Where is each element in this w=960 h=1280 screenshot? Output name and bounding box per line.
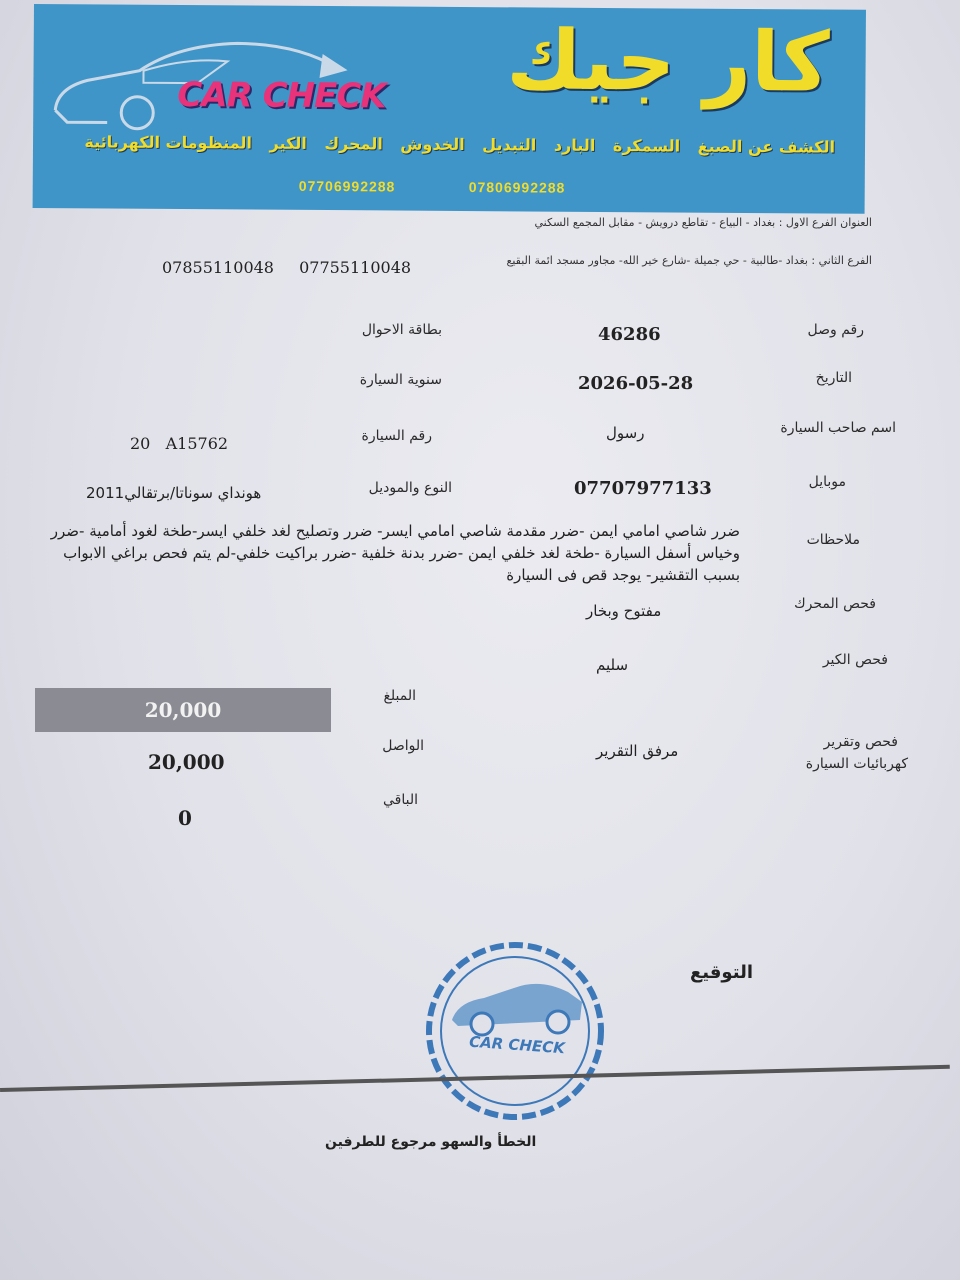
header-banner bbox=[33, 4, 866, 214]
car-check-logo bbox=[47, 30, 386, 142]
logo-text: CAR CHECK bbox=[177, 75, 386, 117]
receipt-value: 46286 bbox=[598, 324, 661, 345]
brand-name-arabic: كار جيك bbox=[506, 13, 830, 111]
amount-value: 20,000 bbox=[144, 698, 222, 722]
service-replacement: التبديل bbox=[482, 135, 537, 155]
paid-label: الواصل bbox=[382, 738, 424, 754]
model-label: النوع والموديل bbox=[368, 480, 452, 496]
service-electrical: المنظومات الكهربائية bbox=[84, 132, 253, 153]
annual-label: سنوية السيارة bbox=[359, 372, 442, 388]
service-scratches: الخدوش bbox=[400, 134, 465, 155]
service-engine: المحرك bbox=[324, 134, 383, 154]
remaining-label: الباقي bbox=[382, 792, 418, 808]
branch-phone-b: 07755110048 bbox=[299, 258, 412, 277]
electric-label-1: فحص وتقرير bbox=[823, 734, 898, 750]
engine-value: مفتوح وبخار bbox=[586, 602, 662, 620]
signature-label: التوقيع bbox=[690, 962, 753, 983]
services-list bbox=[72, 132, 835, 156]
date-label: التاريخ bbox=[815, 370, 852, 386]
service-bodywork: السمكرة bbox=[612, 136, 681, 156]
mobile-value: 07707977133 bbox=[574, 478, 712, 499]
electric-label-2: كهربائيات السيارة bbox=[805, 756, 908, 772]
receipt-label: رقم وصل bbox=[807, 322, 864, 338]
notes-value: ضرر شاصي امامي ايمن -ضرر مقدمة شاصي امامي ايسر- ضرر وتصليح لغد خلفي ايسر-طخة لغود أمامية -ضرر وخياس أسفل السيارة -طخة لغد خلفي ايمن -ضرر بدنة خلفية -ضرر براكيت خلفي-لم يتم فحص براغي الابواب بسبب التقشير- يوجد قص فى السيارة bbox=[50, 522, 740, 584]
branch-phones bbox=[162, 258, 431, 277]
plate-value: 20 A15762 bbox=[130, 434, 229, 453]
address-branch-1: العنوان الفرع الاول : بغداد - البياع - تقاطع درويش - مقابل المجمع السكني bbox=[534, 216, 872, 229]
date-value: 2026-05-28 bbox=[578, 373, 694, 394]
amount-label: المبلغ bbox=[383, 688, 416, 704]
banner-phone-1: 07806992288 bbox=[468, 179, 566, 196]
notes-label: ملاحظات bbox=[806, 532, 860, 548]
company-stamp bbox=[422, 938, 608, 1124]
service-paint: الكشف عن الصبغ bbox=[697, 136, 836, 157]
gear-label: فحص الكير bbox=[822, 652, 888, 668]
branch-phone-a: 07855110048 bbox=[162, 258, 274, 277]
footer-disclaimer: الخطأ والسهو مرجوع للطرفين bbox=[325, 1134, 537, 1150]
owner-value: رسول bbox=[606, 424, 645, 442]
gear-value: سليم bbox=[596, 656, 629, 674]
electric-value: مرفق التقرير bbox=[596, 742, 679, 760]
owner-label: اسم صاحب السيارة bbox=[780, 420, 896, 436]
address-branch-2: الفرع الثاني : بغداد -طالبية - حي جميلة -شارع خير الله- مجاور مسجد ائمة البقيع bbox=[506, 254, 872, 267]
plate-label: رقم السيارة bbox=[361, 428, 432, 444]
status-card-label: بطاقة الاحوال bbox=[361, 322, 442, 338]
service-gear: الكير bbox=[269, 133, 307, 153]
banner-phone-2: 07706992288 bbox=[298, 177, 396, 195]
mobile-label: موبايل bbox=[808, 474, 846, 490]
service-cold: البارد bbox=[553, 135, 596, 155]
stamp-text: CAR CHECK bbox=[468, 1032, 566, 1058]
engine-label: فحص المحرك bbox=[794, 596, 876, 612]
paid-value: 20,000 bbox=[148, 750, 225, 774]
amount-box bbox=[35, 688, 331, 732]
stamp-seal-icon bbox=[422, 938, 608, 1124]
model-value: هونداي سوناتا/برتقالي2011 bbox=[86, 484, 262, 502]
remaining-value: 0 bbox=[178, 806, 192, 830]
